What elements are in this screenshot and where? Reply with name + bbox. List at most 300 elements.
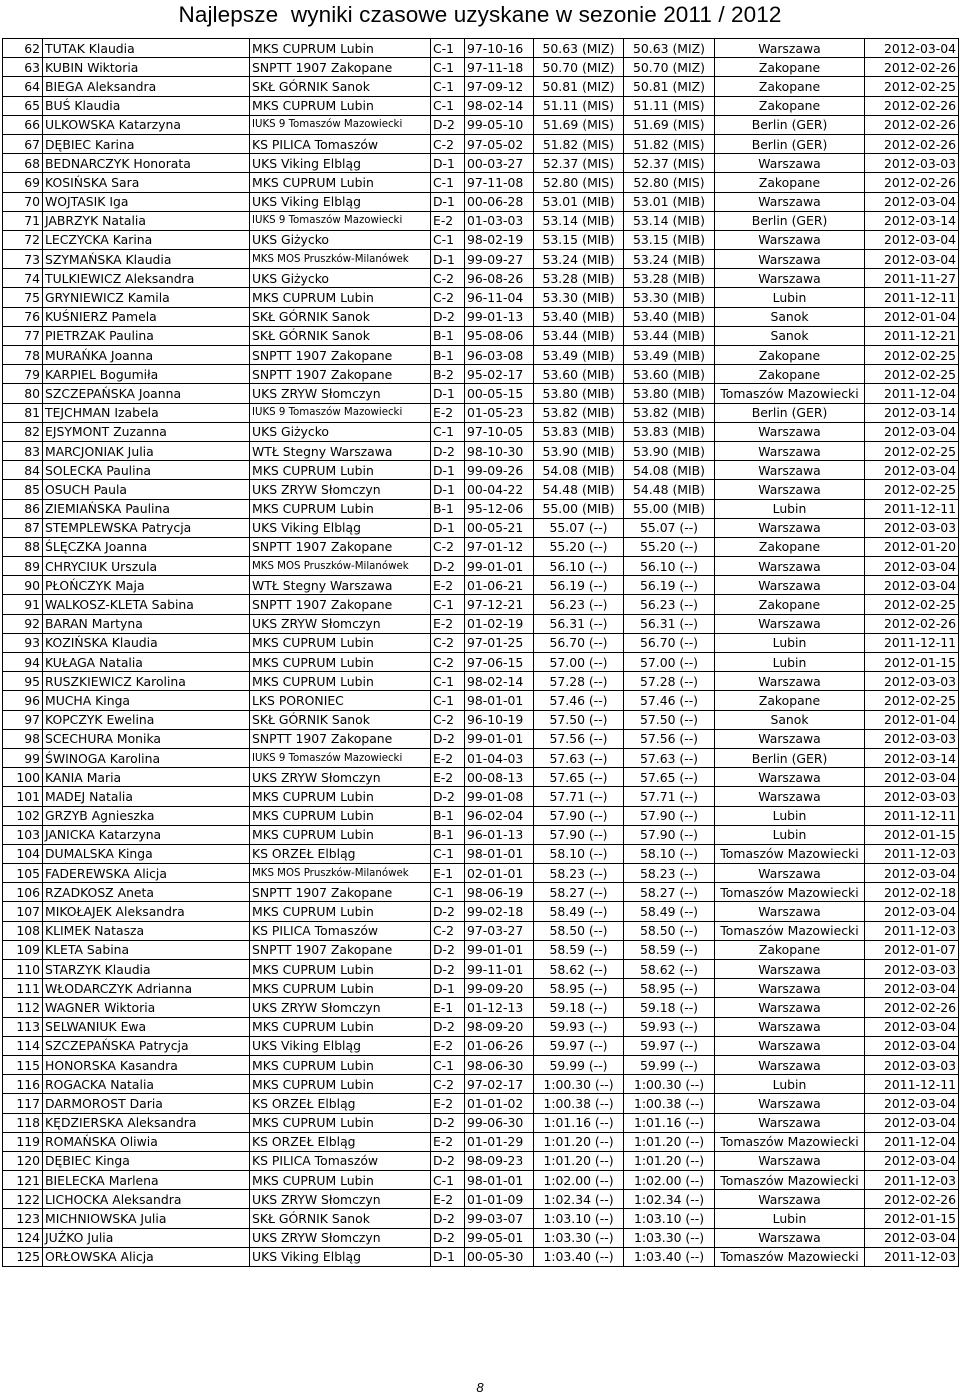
venue-cell: Warszawa [715,979,865,998]
date-cell: 2012-03-03 [865,672,959,691]
table-row [3,307,959,326]
athlete-name-cell: BARAN Martyna [43,614,250,633]
birth-date-cell: 01-01-09 [465,1190,534,1209]
best-time-cell: 1:03.10 (--) [534,1209,624,1228]
club-cell: MKS CUPRUM Lubin [250,499,431,518]
category-cell: C-1 [431,77,465,96]
category-cell: D-2 [431,960,465,979]
table-row [3,864,959,883]
rank-cell: 75 [3,288,43,307]
category-cell: C-1 [431,883,465,902]
date-cell: 2011-12-11 [865,288,959,307]
birth-date-cell: 98-06-30 [465,1055,534,1074]
rank-cell: 83 [3,441,43,460]
date-cell: 2012-03-03 [865,960,959,979]
athlete-name-cell: KUŁAGA Natalia [43,653,250,672]
table-row [3,365,959,384]
venue-cell: Warszawa [715,1036,865,1055]
best-time-cell: 59.18 (--) [534,998,624,1017]
venue-cell: Warszawa [715,1094,865,1113]
category-cell: B-1 [431,806,465,825]
birth-date-cell: 96-03-08 [465,346,534,365]
venue-cell: Warszawa [715,480,865,499]
best-time-cell: 55.00 (MIB) [534,499,624,518]
category-cell: C-1 [431,173,465,192]
time-cell: 56.19 (--) [624,576,715,595]
table-row [3,1171,959,1190]
athlete-name-cell: KĘDZIERSKA Aleksandra [43,1113,250,1132]
best-time-cell: 51.69 (MIS) [534,115,624,134]
venue-cell: Tomaszów Mazowiecki [715,883,865,902]
category-cell: C-1 [431,96,465,115]
best-time-cell: 57.56 (--) [534,729,624,748]
time-cell: 56.31 (--) [624,614,715,633]
athlete-name-cell: RZADKOSZ Aneta [43,883,250,902]
athlete-name-cell: SZYMAŃSKA Klaudia [43,250,250,269]
category-cell: E-1 [431,864,465,883]
club-cell: UKS Giżycko [250,422,431,441]
athlete-name-cell: ULKOWSKA Katarzyna [43,115,250,134]
birth-date-cell: 01-12-13 [465,998,534,1017]
rank-cell: 65 [3,96,43,115]
best-time-cell: 58.59 (--) [534,940,624,959]
category-cell: E-2 [431,403,465,422]
category-cell: D-2 [431,1017,465,1036]
table-row [3,1228,959,1247]
birth-date-cell: 98-02-14 [465,96,534,115]
best-time-cell: 59.99 (--) [534,1055,624,1074]
rank-cell: 79 [3,365,43,384]
best-time-cell: 53.30 (MIB) [534,288,624,307]
date-cell: 2012-02-26 [865,998,959,1017]
time-cell: 50.70 (MIZ) [624,58,715,77]
date-cell: 2011-12-04 [865,384,959,403]
category-cell: D-2 [431,1151,465,1170]
venue-cell: Warszawa [715,269,865,288]
date-cell: 2012-02-25 [865,480,959,499]
athlete-name-cell: MURAŃKA Joanna [43,346,250,365]
time-cell: 55.20 (--) [624,537,715,556]
rank-cell: 115 [3,1055,43,1074]
date-cell: 2012-03-14 [865,403,959,422]
athlete-name-cell: WOJTASIK Iga [43,192,250,211]
table-row [3,192,959,211]
birth-date-cell: 95-02-17 [465,365,534,384]
venue-cell: Lubin [715,1209,865,1228]
birth-date-cell: 99-01-13 [465,307,534,326]
birth-date-cell: 95-12-06 [465,499,534,518]
rank-cell: 120 [3,1151,43,1170]
category-cell: E-2 [431,768,465,787]
category-cell: C-2 [431,537,465,556]
athlete-name-cell: KLETA Sabina [43,940,250,959]
date-cell: 2012-01-04 [865,710,959,729]
athlete-name-cell: MICHNIOWSKA Julia [43,1209,250,1228]
club-cell: MKS CUPRUM Lubin [250,806,431,825]
athlete-name-cell: JABRZYK Natalia [43,211,250,230]
category-cell: D-2 [431,441,465,460]
athlete-name-cell: PŁOŃCZYK Maja [43,576,250,595]
birth-date-cell: 00-05-15 [465,384,534,403]
best-time-cell: 51.11 (MIS) [534,96,624,115]
athlete-name-cell: ZIEMIAŃSKA Paulina [43,499,250,518]
athlete-name-cell: KOPCZYK Ewelina [43,710,250,729]
rank-cell: 91 [3,595,43,614]
date-cell: 2011-12-04 [865,1132,959,1151]
date-cell: 2012-01-20 [865,537,959,556]
category-cell: B-2 [431,365,465,384]
best-time-cell: 57.28 (--) [534,672,624,691]
club-cell: UKS ZRYW Słomczyn [250,998,431,1017]
category-cell: D-1 [431,979,465,998]
time-cell: 53.28 (MIB) [624,269,715,288]
venue-cell: Zakopane [715,537,865,556]
page-number: 8 [476,1380,484,1395]
time-cell: 57.00 (--) [624,653,715,672]
rank-cell: 70 [3,192,43,211]
athlete-name-cell: SCECHURA Monika [43,729,250,748]
birth-date-cell: 97-09-12 [465,77,534,96]
time-cell: 59.93 (--) [624,1017,715,1036]
best-time-cell: 53.15 (MIB) [534,230,624,249]
rank-cell: 90 [3,576,43,595]
category-cell: D-2 [431,307,465,326]
time-cell: 50.81 (MIZ) [624,77,715,96]
time-cell: 57.50 (--) [624,710,715,729]
time-cell: 58.49 (--) [624,902,715,921]
rank-cell: 95 [3,672,43,691]
table-row [3,787,959,806]
rank-cell: 105 [3,864,43,883]
category-cell: D-1 [431,518,465,537]
venue-cell: Warszawa [715,192,865,211]
category-cell: D-2 [431,1113,465,1132]
time-cell: 53.44 (MIB) [624,326,715,345]
birth-date-cell: 97-10-05 [465,422,534,441]
club-cell: MKS CUPRUM Lubin [250,825,431,844]
category-cell: E-2 [431,211,465,230]
category-cell: C-2 [431,653,465,672]
table-row [3,1075,959,1094]
birth-date-cell: 01-02-19 [465,614,534,633]
club-cell: IUKS 9 Tomaszów Mazowiecki [250,748,431,767]
athlete-name-cell: EJSYMONT Zuzanna [43,422,250,441]
category-cell: D-1 [431,480,465,499]
rank-cell: 123 [3,1209,43,1228]
birth-date-cell: 00-08-13 [465,768,534,787]
category-cell: C-1 [431,39,465,58]
rank-cell: 69 [3,173,43,192]
category-cell: D-1 [431,1247,465,1266]
birth-date-cell: 97-11-18 [465,58,534,77]
athlete-name-cell: BEDNARCZYK Honorata [43,154,250,173]
venue-cell: Warszawa [715,441,865,460]
athlete-name-cell: KOSIŃSKA Sara [43,173,250,192]
club-cell: MKS CUPRUM Lubin [250,1075,431,1094]
time-cell: 57.46 (--) [624,691,715,710]
club-cell: MKS CUPRUM Lubin [250,979,431,998]
athlete-name-cell: MADEJ Natalia [43,787,250,806]
birth-date-cell: 98-09-23 [465,1151,534,1170]
venue-cell: Warszawa [715,1190,865,1209]
birth-date-cell: 97-10-16 [465,39,534,58]
best-time-cell: 53.40 (MIB) [534,307,624,326]
athlete-name-cell: SELWANIUK Ewa [43,1017,250,1036]
best-time-cell: 1:00.38 (--) [534,1094,624,1113]
time-cell: 1:03.30 (--) [624,1228,715,1247]
birth-date-cell: 01-05-23 [465,403,534,422]
venue-cell: Zakopane [715,346,865,365]
birth-date-cell: 96-02-04 [465,806,534,825]
table-row [3,1190,959,1209]
category-cell: E-2 [431,1036,465,1055]
birth-date-cell: 98-10-30 [465,441,534,460]
date-cell: 2011-12-11 [865,806,959,825]
athlete-name-cell: DARMOROST Daria [43,1094,250,1113]
birth-date-cell: 01-06-21 [465,576,534,595]
club-cell: MKS MOS Pruszków-Milanówek [250,864,431,883]
date-cell: 2012-03-04 [865,768,959,787]
best-time-cell: 56.23 (--) [534,595,624,614]
time-cell: 59.97 (--) [624,1036,715,1055]
club-cell: UKS ZRYW Słomczyn [250,768,431,787]
category-cell: C-2 [431,921,465,940]
time-cell: 53.49 (MIB) [624,346,715,365]
table-row [3,441,959,460]
birth-date-cell: 98-01-01 [465,844,534,863]
athlete-name-cell: RUSZKIEWICZ Karolina [43,672,250,691]
category-cell: C-1 [431,422,465,441]
time-cell: 56.23 (--) [624,595,715,614]
best-time-cell: 1:00.30 (--) [534,1075,624,1094]
club-cell: MKS CUPRUM Lubin [250,960,431,979]
rank-cell: 64 [3,77,43,96]
rank-cell: 92 [3,614,43,633]
time-cell: 1:02.00 (--) [624,1171,715,1190]
club-cell: MKS CUPRUM Lubin [250,653,431,672]
birth-date-cell: 00-04-22 [465,480,534,499]
date-cell: 2012-03-04 [865,1151,959,1170]
venue-cell: Berlin (GER) [715,403,865,422]
rank-cell: 107 [3,902,43,921]
category-cell: D-2 [431,940,465,959]
table-row [3,557,959,576]
table-row [3,844,959,863]
venue-cell: Warszawa [715,614,865,633]
category-cell: C-1 [431,1055,465,1074]
time-cell: 57.65 (--) [624,768,715,787]
table-row [3,96,959,115]
time-cell: 59.99 (--) [624,1055,715,1074]
category-cell: C-1 [431,230,465,249]
table-row [3,499,959,518]
time-cell: 1:01.16 (--) [624,1113,715,1132]
venue-cell: Warszawa [715,576,865,595]
club-cell: WTŁ Stegny Warszawa [250,441,431,460]
category-cell: C-1 [431,844,465,863]
birth-date-cell: 97-06-15 [465,653,534,672]
results-body [3,39,959,1267]
birth-date-cell: 98-01-01 [465,691,534,710]
club-cell: LKS PORONIEC [250,691,431,710]
birth-date-cell: 98-09-20 [465,1017,534,1036]
best-time-cell: 58.27 (--) [534,883,624,902]
birth-date-cell: 01-01-02 [465,1094,534,1113]
rank-cell: 119 [3,1132,43,1151]
club-cell: SKŁ GÓRNIK Sanok [250,307,431,326]
time-cell: 58.50 (--) [624,921,715,940]
athlete-name-cell: MIKOŁAJEK Aleksandra [43,902,250,921]
category-cell: B-1 [431,326,465,345]
results-table [2,38,959,1267]
club-cell: MKS CUPRUM Lubin [250,902,431,921]
table-row [3,979,959,998]
category-cell: E-2 [431,576,465,595]
athlete-name-cell: KLIMEK Natasza [43,921,250,940]
best-time-cell: 1:02.34 (--) [534,1190,624,1209]
birth-date-cell: 96-10-19 [465,710,534,729]
date-cell: 2012-01-15 [865,1209,959,1228]
birth-date-cell: 01-03-03 [465,211,534,230]
club-cell: MKS CUPRUM Lubin [250,1113,431,1132]
athlete-name-cell: ŚLĘCZKA Joanna [43,537,250,556]
venue-cell: Warszawa [715,998,865,1017]
time-cell: 58.62 (--) [624,960,715,979]
date-cell: 2012-03-04 [865,461,959,480]
athlete-name-cell: WALKOSZ-KLETA Sabina [43,595,250,614]
venue-cell: Warszawa [715,1017,865,1036]
venue-cell: Berlin (GER) [715,748,865,767]
table-row [3,1017,959,1036]
table-row [3,115,959,134]
venue-cell: Warszawa [715,518,865,537]
athlete-name-cell: FADEREWSKA Alicja [43,864,250,883]
club-cell: MKS CUPRUM Lubin [250,288,431,307]
table-row [3,960,959,979]
time-cell: 58.59 (--) [624,940,715,959]
venue-cell: Zakopane [715,58,865,77]
table-row [3,921,959,940]
club-cell: UKS Viking Elbląg [250,154,431,173]
category-cell: C-2 [431,710,465,729]
date-cell: 2011-12-11 [865,499,959,518]
club-cell: UKS ZRYW Słomczyn [250,480,431,499]
rank-cell: 80 [3,384,43,403]
club-cell: IUKS 9 Tomaszów Mazowiecki [250,115,431,134]
venue-cell: Warszawa [715,461,865,480]
birth-date-cell: 99-09-26 [465,461,534,480]
best-time-cell: 58.10 (--) [534,844,624,863]
best-time-cell: 57.63 (--) [534,748,624,767]
date-cell: 2012-03-04 [865,192,959,211]
athlete-name-cell: ROMAŃSKA Oliwia [43,1132,250,1151]
best-time-cell: 59.93 (--) [534,1017,624,1036]
birth-date-cell: 99-09-27 [465,250,534,269]
time-cell: 54.48 (MIB) [624,480,715,499]
club-cell: SKŁ GÓRNIK Sanok [250,77,431,96]
table-row [3,595,959,614]
category-cell: E-2 [431,1132,465,1151]
best-time-cell: 53.90 (MIB) [534,441,624,460]
club-cell: UKS ZRYW Słomczyn [250,1228,431,1247]
time-cell: 1:00.30 (--) [624,1075,715,1094]
athlete-name-cell: TUTAK Klaudia [43,39,250,58]
time-cell: 53.90 (MIB) [624,441,715,460]
birth-date-cell: 97-02-17 [465,1075,534,1094]
time-cell: 55.00 (MIB) [624,499,715,518]
table-row [3,653,959,672]
club-cell: SKŁ GÓRNIK Sanok [250,326,431,345]
date-cell: 2012-02-25 [865,346,959,365]
category-cell: D-2 [431,787,465,806]
venue-cell: Zakopane [715,595,865,614]
time-cell: 57.63 (--) [624,748,715,767]
club-cell: UKS Viking Elbląg [250,518,431,537]
table-row [3,1209,959,1228]
time-cell: 57.90 (--) [624,825,715,844]
best-time-cell: 53.60 (MIB) [534,365,624,384]
birth-date-cell: 99-02-18 [465,902,534,921]
venue-cell: Tomaszów Mazowiecki [715,1171,865,1190]
birth-date-cell: 00-03-27 [465,154,534,173]
club-cell: UKS Giżycko [250,230,431,249]
time-cell: 55.07 (--) [624,518,715,537]
venue-cell: Tomaszów Mazowiecki [715,1247,865,1266]
best-time-cell: 57.90 (--) [534,806,624,825]
athlete-name-cell: ORŁOWSKA Alicja [43,1247,250,1266]
date-cell: 2012-03-03 [865,518,959,537]
table-row [3,576,959,595]
date-cell: 2012-03-04 [865,1017,959,1036]
athlete-name-cell: DĘBIEC Karina [43,134,250,153]
date-cell: 2012-02-25 [865,595,959,614]
venue-cell: Warszawa [715,557,865,576]
club-cell: MKS CUPRUM Lubin [250,787,431,806]
birth-date-cell: 99-03-07 [465,1209,534,1228]
rank-cell: 86 [3,499,43,518]
best-time-cell: 58.23 (--) [534,864,624,883]
category-cell: D-2 [431,115,465,134]
table-row [3,1151,959,1170]
time-cell: 51.69 (MIS) [624,115,715,134]
venue-cell: Warszawa [715,960,865,979]
rank-cell: 116 [3,1075,43,1094]
rank-cell: 68 [3,154,43,173]
club-cell: SKŁ GÓRNIK Sanok [250,1209,431,1228]
category-cell: C-1 [431,595,465,614]
category-cell: E-2 [431,748,465,767]
category-cell: E-1 [431,998,465,1017]
rank-cell: 117 [3,1094,43,1113]
table-row [3,77,959,96]
birth-date-cell: 97-01-12 [465,537,534,556]
time-cell: 53.24 (MIB) [624,250,715,269]
rank-cell: 104 [3,844,43,863]
birth-date-cell: 98-01-01 [465,1171,534,1190]
best-time-cell: 1:01.20 (--) [534,1151,624,1170]
table-row [3,710,959,729]
club-cell: SNPTT 1907 Zakopane [250,729,431,748]
date-cell: 2012-03-03 [865,787,959,806]
date-cell: 2012-02-26 [865,614,959,633]
athlete-name-cell: SZCZEPAŃSKA Joanna [43,384,250,403]
date-cell: 2012-03-04 [865,1228,959,1247]
best-time-cell: 51.82 (MIS) [534,134,624,153]
club-cell: MKS CUPRUM Lubin [250,672,431,691]
table-row [3,480,959,499]
time-cell: 53.14 (MIB) [624,211,715,230]
club-cell: KS PILICA Tomaszów [250,1151,431,1170]
